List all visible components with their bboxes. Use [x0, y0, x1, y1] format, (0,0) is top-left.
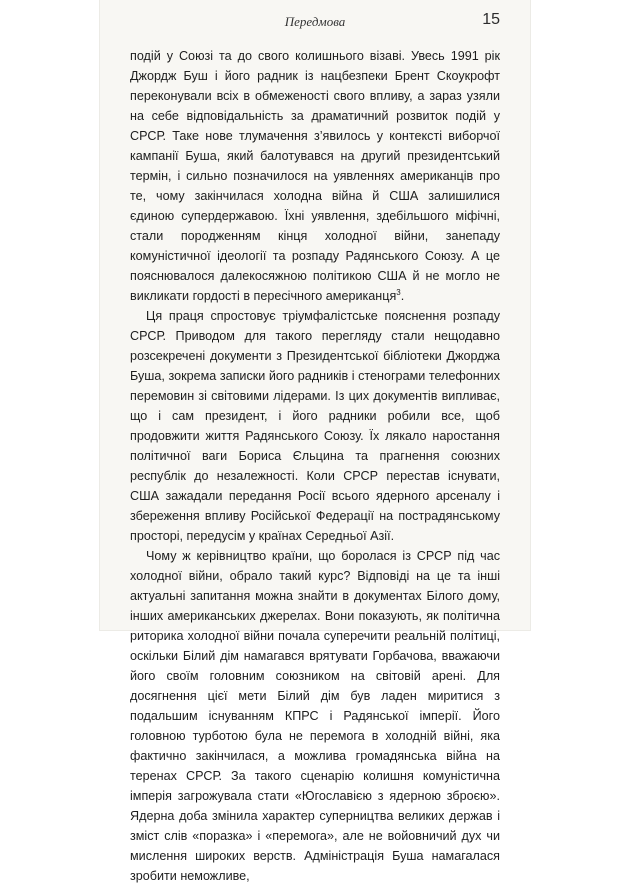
paragraph-1-text: подій у Союзі та до свого колишнього візаві. Увесь 1991 рік Джордж Буш і його радник із нацбезпеки Брент Скоукрофт переконували всіх в обмеженості свого впливу, а зараз узяли на себе відповідальність за драматичний розвиток подій у СРСР. Таке нове тлумачення з’явилось у контексті виборчої кампанії Буша, який балотувався на другий президентський термін, і сильно позначилося на уявленнях американців про те, чому закінчилася холодна війна й США залишилися єдиною супердержавою. Їхні уявлення, здебільшого міфічні, стали породженням кінця холодної війни, занепаду комуністичної ідеології та розпаду Радянського Союзу. А це пояснювалося далекосяжною політикою США й не могло не викликати гордості в пересічного американця — [130, 49, 500, 303]
page-number: 15 — [482, 11, 500, 28]
body-text — [130, 46, 500, 886]
footnote-marker[interactable]: 3 — [396, 287, 401, 297]
paragraph-2: Ця праця спростовує тріумфалістське пояснення розпаду СРСР. Приводом для такого перегляду стали нещодавно розсекречені документи з Президентської бібліотеки Джорджа Буша, зокрема записки його радників і стенограми телефонних перемовин зі світовими лідерами. Із цих документів випливає, що і сам президент, і його радники робили все, щоб продовжити життя Радянського Союзу. Їх лякало наростання політичної ваги Бориса Єльцина та прагнення союзних республік до незалежності. Коли СРСР перестав існувати, США зажадали передання Росії всього ядерного арсеналу і збереження впливу Російської Федерації на пострадянському просторі, передусім у країнах Середньої Азії. — [130, 309, 500, 543]
page-header — [130, 11, 500, 38]
paragraph-1 — [130, 46, 500, 306]
paragraph-1-tail: . — [400, 289, 405, 303]
book-page — [100, 0, 530, 883]
running-head: Передмова — [284, 14, 346, 29]
paragraph-3: Чому ж керівництво країни, що боролася із СРСР під час холодної війни, обрало такий курс? Відповіді на це та інші актуальні запитання можна знайти в документах Білого дому, інших американських джерелах. Вони показують, як політична риторика холодної війни почала суперечити реальній політиці, оскільки Білий дім намагався врятувати Горбачова, вважаючи його своїм головним союзником на світовій арені. Для досягнення цієї мети Білий дім був ладен миритися з подальшим існуванням КПРС і Радянської імперії. Його головною турботою була не перемога в холодній війні, яка фактично закінчилася, а можлива громадянська війна на теренах СРСР. За такого сценарію колишня комуністична імперія загрожувала стати «Югославією з ядерною зброєю». Ядерна доба змінила характер суперництва великих держав і зміст слів «поразка» і «перемога», але не войовничий дух чи мислення широких верств. Адміністрація Буша намагалася зробити неможливе, — [130, 549, 500, 883]
